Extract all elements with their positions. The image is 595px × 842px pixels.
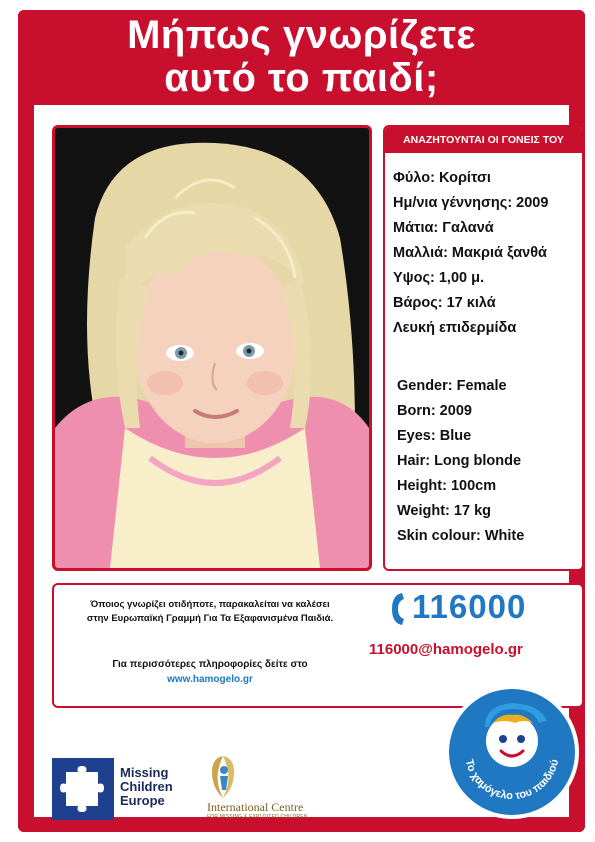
icmec-subtitle: FOR MISSING & EXPLOITED CHILDREN <box>207 814 308 820</box>
mce-line-3: Europe <box>120 793 165 808</box>
detail-birth-gr: Ημ/νια γέννησης: 2009 <box>393 195 549 211</box>
more-info-text: Για περισσότερες πληροφορίες δείτε στο <box>112 659 308 670</box>
detail-weight-gr: Βάρος: 17 κιλά <box>393 295 496 311</box>
detail-weight-en: Weight: 17 kg <box>397 503 491 519</box>
child-photo <box>52 125 372 571</box>
mce-line-2: Children <box>120 779 173 794</box>
details-greek <box>393 166 548 341</box>
hamogelo-badge <box>443 683 581 821</box>
call-instructions <box>62 598 358 626</box>
title-line-2: αυτό το παιδί; <box>164 56 439 100</box>
detail-gender-gr: Φύλο: Κορίτσι <box>393 170 491 186</box>
detail-hair-gr: Μαλλιά: Μακριά ξανθά <box>393 245 547 261</box>
child-portrait-image <box>55 128 369 568</box>
website-link[interactable]: www.hamogelo.gr <box>167 674 253 685</box>
red-frame-left <box>18 10 34 832</box>
email-link[interactable]: 116000@hamogelo.gr <box>369 641 523 658</box>
detail-hair-en: Hair: Long blonde <box>397 453 522 469</box>
hotline-number[interactable]: 116000 <box>412 588 527 625</box>
puzzle-icon <box>52 758 114 820</box>
detail-eyes-en: Eyes: Blue <box>397 428 472 444</box>
poster-title <box>34 14 569 100</box>
badge-text: Το χαμόγελο του παιδιού <box>462 758 562 803</box>
icmec-emblem-icon <box>208 752 238 804</box>
phone-icon <box>388 591 408 627</box>
details-english <box>397 374 524 549</box>
detail-height-gr: Υψος: 1,00 μ. <box>393 270 485 286</box>
detail-eyes-gr: Μάτια: Γαλανά <box>393 220 494 236</box>
detail-height-en: Height: 100cm <box>397 478 497 494</box>
parents-wanted-header: ΑΝΑΖΗΤΟΥΝΤΑΙ ΟΙ ΓΟΝΕΙΣ ΤΟΥ <box>385 127 582 153</box>
title-line-1: Μήπως γνωρίζετε <box>127 13 476 57</box>
mce-line-1: Missing <box>120 765 169 780</box>
detail-skin-en: Skin colour: White <box>397 528 525 544</box>
detail-birth-en: Born: 2009 <box>397 403 472 419</box>
detail-skin-gr: Λευκή επιδερμίδα <box>393 320 517 336</box>
instruction-line-2: στην Ευρωπαϊκή Γραμμή Για Τα Εξαφανισμένα Παιδιά. <box>86 613 334 624</box>
icmec-name: International Centre <box>207 800 304 814</box>
child-details-box <box>383 125 584 571</box>
instruction-line-1: Όποιος γνωρίζει οτιδήποτε, παρακαλείται να καλέσει <box>90 599 330 610</box>
missing-children-europe-logo <box>120 766 173 808</box>
detail-gender-en: Gender: Female <box>397 378 507 394</box>
